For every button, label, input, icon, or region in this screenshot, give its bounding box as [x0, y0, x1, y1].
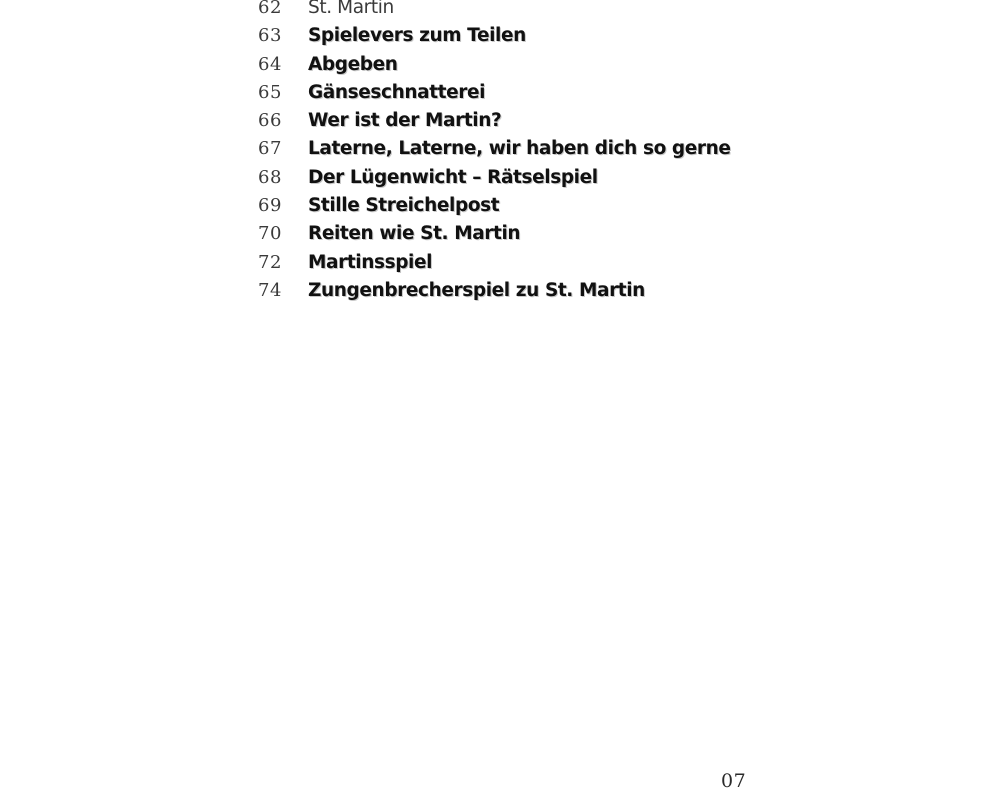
toc-entry [258, 277, 731, 305]
toc-page-number: 62 [258, 0, 282, 18]
toc-page-number: 64 [258, 53, 282, 75]
toc-title: Abgeben [308, 53, 398, 75]
toc-title: Gänseschnatterei [308, 81, 486, 103]
toc-title: Wer ist der Martin? [308, 110, 502, 132]
toc-page-number: 72 [258, 251, 282, 273]
toc-page-number: 65 [258, 81, 282, 103]
page-number: 07 [721, 770, 747, 792]
toc-entry [258, 107, 731, 135]
toc-page-number: 74 [258, 279, 282, 301]
toc-entry [258, 192, 731, 220]
toc-entry [258, 79, 731, 107]
toc-entry [258, 135, 731, 163]
toc-title: Stille Streichelpost [308, 195, 500, 217]
toc-entry [258, 220, 731, 248]
toc-entry [258, 0, 731, 22]
toc-title: Reiten wie St. Martin [308, 223, 521, 245]
toc-page-number: 68 [258, 166, 282, 188]
toc-entry [258, 51, 731, 79]
toc-entry [258, 249, 731, 277]
toc-title: Martinsspiel [308, 251, 433, 273]
toc-title: Der Lügenwicht – Rätselspiel [308, 166, 598, 188]
toc-page-number: 69 [258, 195, 282, 217]
toc-entry [258, 164, 731, 192]
toc-page-number: 70 [258, 223, 282, 245]
table-of-contents [258, 0, 731, 305]
toc-page-number: 67 [258, 138, 282, 160]
toc-page-number: 66 [258, 110, 282, 132]
toc-entry [258, 22, 731, 50]
toc-title: Spielevers zum Teilen [308, 25, 526, 47]
toc-title: St. Martin [308, 0, 394, 18]
toc-title: Zungenbrecherspiel zu St. Martin [308, 279, 645, 301]
toc-page-number: 63 [258, 25, 282, 47]
toc-title: Laterne, Laterne, wir haben dich so gerne [308, 138, 731, 160]
